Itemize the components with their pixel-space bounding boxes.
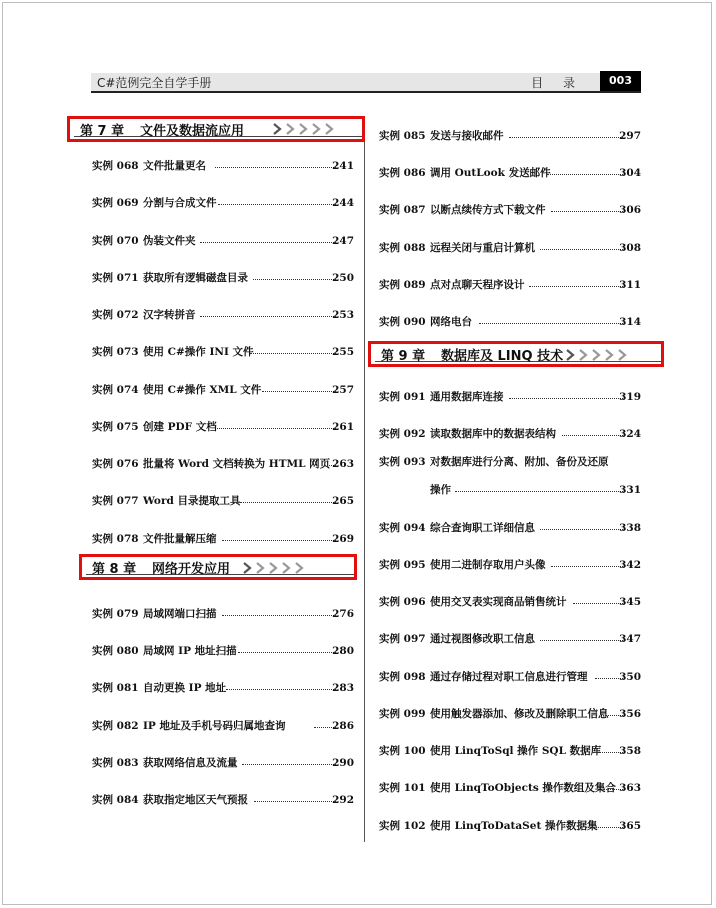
page-ref: 338 xyxy=(619,522,641,534)
chapter-number: 第 7 章 xyxy=(80,124,125,139)
toc-entry xyxy=(379,314,641,330)
page-ref: 265 xyxy=(332,495,354,507)
example-number: 实例 095 xyxy=(379,559,426,571)
page-ref: 304 xyxy=(619,167,641,179)
toc-entry xyxy=(92,382,354,398)
example-number: 实例 098 xyxy=(379,671,426,683)
toc-entry xyxy=(92,643,354,659)
toc-entry xyxy=(92,419,354,435)
dot-leader xyxy=(226,689,336,690)
example-title-continued: 操作 xyxy=(430,484,451,496)
page-ref: 306 xyxy=(619,204,641,216)
toc-entry-continued xyxy=(379,482,641,498)
dot-leader xyxy=(585,827,623,828)
example-title: 批量将 Word 文档转换为 HTML 网页 xyxy=(143,458,331,470)
dot-leader xyxy=(479,323,623,324)
toc-entry xyxy=(379,818,641,834)
page-ref: 347 xyxy=(619,633,641,645)
chevrons-icon xyxy=(565,348,631,362)
toc-entry xyxy=(379,706,641,722)
example-title: 使用 C#操作 XML 文件 xyxy=(143,384,262,396)
example-title: 获取网络信息及流量 xyxy=(143,757,238,769)
chapter-number: 第 8 章 xyxy=(92,562,137,577)
dot-leader xyxy=(529,286,623,287)
toc-entry xyxy=(92,307,354,323)
dot-leader xyxy=(242,764,336,765)
toc-entry xyxy=(92,233,354,249)
example-number: 实例 082 xyxy=(92,720,139,732)
chapter-8-heading xyxy=(79,554,357,580)
page-ref: 286 xyxy=(332,720,354,732)
example-title: IP 地址及手机号码归属地查询 xyxy=(143,720,286,732)
example-title: 通过存储过程对职工信息进行管理 xyxy=(430,671,588,683)
example-title: 通过视图修改职工信息 xyxy=(430,633,535,645)
page-ref: 263 xyxy=(332,458,354,470)
dot-leader xyxy=(562,435,623,436)
page-number: 003 xyxy=(600,71,641,91)
chevrons-icon xyxy=(242,561,308,575)
page-ref: 247 xyxy=(332,235,354,247)
toc-entry xyxy=(92,792,354,808)
page-ref: 261 xyxy=(332,421,354,433)
toc-entry xyxy=(92,680,354,696)
example-number: 实例 080 xyxy=(92,645,139,657)
chapter-7-heading xyxy=(67,116,365,142)
toc-entry xyxy=(379,165,641,181)
dot-leader xyxy=(262,391,336,392)
page-ref: 314 xyxy=(619,316,641,328)
example-title: 获取所有逻辑磁盘目录 xyxy=(143,272,248,284)
example-title: 使用二进制存取用户头像 xyxy=(430,559,546,571)
example-number: 实例 076 xyxy=(92,458,139,470)
dot-leader xyxy=(551,211,623,212)
dot-leader xyxy=(551,566,623,567)
example-number: 实例 078 xyxy=(92,533,139,545)
page-ref: 280 xyxy=(332,645,354,657)
page-ref: 269 xyxy=(332,533,354,545)
page-ref: 308 xyxy=(619,242,641,254)
dot-leader xyxy=(250,353,336,354)
toc-entry xyxy=(379,669,641,685)
dot-leader xyxy=(540,529,623,530)
section-label: 目 录 xyxy=(531,76,583,90)
example-number: 实例 093 xyxy=(379,456,426,468)
example-number: 实例 096 xyxy=(379,596,426,608)
dot-leader xyxy=(222,615,336,616)
page-ref: 241 xyxy=(332,160,354,172)
example-number: 实例 092 xyxy=(379,428,426,440)
example-number: 实例 086 xyxy=(379,167,426,179)
page-ref: 358 xyxy=(619,745,641,757)
dot-leader xyxy=(238,652,336,653)
page-ref: 250 xyxy=(332,272,354,284)
toc-entry xyxy=(92,606,354,622)
dot-leader xyxy=(540,640,623,641)
example-number: 实例 087 xyxy=(379,204,426,216)
toc-entry xyxy=(92,531,354,547)
example-number: 实例 102 xyxy=(379,820,426,832)
example-title: 对数据库进行分离、附加、备份及还原 xyxy=(430,456,609,468)
example-number: 实例 101 xyxy=(379,782,426,794)
page-ref: 253 xyxy=(332,309,354,321)
example-title: 文件批量解压缩 xyxy=(143,533,217,545)
chapter-title: 网络开发应用 xyxy=(152,562,231,577)
example-number: 实例 069 xyxy=(92,197,139,209)
toc-entry xyxy=(379,454,641,470)
example-number: 实例 083 xyxy=(92,757,139,769)
column-divider xyxy=(364,117,365,842)
example-number: 实例 089 xyxy=(379,279,426,291)
example-number: 实例 070 xyxy=(92,235,139,247)
toc-entry xyxy=(92,195,354,211)
example-number: 实例 074 xyxy=(92,384,139,396)
example-title: 点对点聊天程序设计 xyxy=(430,279,525,291)
toc-entry xyxy=(92,755,354,771)
toc-entry xyxy=(379,520,641,536)
example-title: 局域网 IP 地址扫描 xyxy=(143,645,237,657)
page-ref: 331 xyxy=(619,484,641,496)
page-ref: 255 xyxy=(332,346,354,358)
example-title: 通用数据库连接 xyxy=(430,391,504,403)
dot-leader xyxy=(217,428,336,429)
dot-leader xyxy=(509,398,623,399)
example-title: 汉字转拼音 xyxy=(143,309,196,321)
example-title: 远程关闭与重启计算机 xyxy=(430,242,535,254)
example-title: 分割与合成文件 xyxy=(143,197,217,209)
toc-entry xyxy=(92,456,354,472)
page-ref: 244 xyxy=(332,197,354,209)
example-number: 实例 081 xyxy=(92,682,139,694)
dot-leader xyxy=(573,603,623,604)
example-title: 使用 LinqToSql 操作 SQL 数据库 xyxy=(430,745,602,757)
example-title: 网络电台 xyxy=(430,316,472,328)
toc-entry xyxy=(379,202,641,218)
toc-entry xyxy=(379,631,641,647)
page-ref: 257 xyxy=(332,384,354,396)
example-number: 实例 091 xyxy=(379,391,426,403)
example-number: 实例 090 xyxy=(379,316,426,328)
page-ref: 365 xyxy=(619,820,641,832)
example-title: 伪装文件夹 xyxy=(143,235,196,247)
example-title: 文件批量更名 xyxy=(143,160,206,172)
page-ref: 319 xyxy=(619,391,641,403)
chapter-number: 第 9 章 xyxy=(381,349,426,364)
example-number: 实例 094 xyxy=(379,522,426,534)
page-ref: 356 xyxy=(619,708,641,720)
example-title: 自动更换 IP 地址 xyxy=(143,682,227,694)
toc-entry xyxy=(379,557,641,573)
chapter-title: 文件及数据流应用 xyxy=(140,124,245,139)
page-ref: 290 xyxy=(332,757,354,769)
page-ref: 324 xyxy=(619,428,641,440)
chapter-title: 数据库及 LINQ 技术 xyxy=(441,349,564,364)
dot-leader xyxy=(540,249,623,250)
page-ref: 276 xyxy=(332,608,354,620)
example-number: 实例 077 xyxy=(92,495,139,507)
book-title: C#范例完全自学手册 xyxy=(97,76,212,90)
example-number: 实例 075 xyxy=(92,421,139,433)
example-title: 使用 C#操作 INI 文件 xyxy=(143,346,254,358)
page-ref: 363 xyxy=(619,782,641,794)
example-number: 实例 073 xyxy=(92,346,139,358)
example-number: 实例 099 xyxy=(379,708,426,720)
example-title: 以断点续传方式下载文件 xyxy=(430,204,546,216)
toc-entry xyxy=(379,780,641,796)
toc-entry xyxy=(92,270,354,286)
example-title: 使用交叉表实现商品销售统计 xyxy=(430,596,567,608)
page-ref: 283 xyxy=(332,682,354,694)
toc-entry xyxy=(379,743,641,759)
toc-entry xyxy=(379,426,641,442)
toc-entry xyxy=(379,277,641,293)
dot-leader xyxy=(547,174,623,175)
example-number: 实例 097 xyxy=(379,633,426,645)
toc-entry xyxy=(379,128,641,144)
dot-leader xyxy=(253,279,336,280)
example-number: 实例 068 xyxy=(92,160,139,172)
example-number: 实例 071 xyxy=(92,272,139,284)
page-ref: 292 xyxy=(332,794,354,806)
example-title: 发送与接收邮件 xyxy=(430,130,504,142)
example-number: 实例 072 xyxy=(92,309,139,321)
page-header xyxy=(91,73,641,93)
chapter-9-heading xyxy=(368,341,664,367)
example-number: 实例 085 xyxy=(379,130,426,142)
toc-entry xyxy=(379,240,641,256)
example-title: 局域网端口扫描 xyxy=(143,608,217,620)
page-ref: 297 xyxy=(619,130,641,142)
example-title: 获取指定地区天气预报 xyxy=(143,794,248,806)
page-ref: 342 xyxy=(619,559,641,571)
example-title: 综合查询职工详细信息 xyxy=(430,522,535,534)
toc-entry xyxy=(92,158,354,174)
example-number: 实例 100 xyxy=(379,745,426,757)
dot-leader xyxy=(254,801,336,802)
dot-leader xyxy=(215,167,336,168)
example-number: 实例 084 xyxy=(92,794,139,806)
page-ref: 350 xyxy=(619,671,641,683)
dot-leader xyxy=(222,540,336,541)
dot-leader xyxy=(200,316,336,317)
chevrons-icon xyxy=(272,122,338,136)
toc-entry xyxy=(92,493,354,509)
example-number: 实例 088 xyxy=(379,242,426,254)
toc-entry xyxy=(379,594,641,610)
toc-entry xyxy=(92,718,354,734)
dot-leader xyxy=(455,491,623,492)
toc-entry xyxy=(379,389,641,405)
example-title: 使用 LinqToObjects 操作数组及集合 xyxy=(430,782,616,794)
example-title: Word 目录提取工具 xyxy=(143,495,241,507)
page-ref: 311 xyxy=(619,279,641,291)
example-title: 调用 OutLook 发送邮件 xyxy=(430,167,551,179)
dot-leader xyxy=(240,502,336,503)
dot-leader xyxy=(218,204,336,205)
example-title: 使用触发器添加、修改及删除职工信息 xyxy=(430,708,609,720)
page-ref: 345 xyxy=(619,596,641,608)
example-title: 创建 PDF 文档 xyxy=(143,421,217,433)
example-title: 使用 LinqToDataSet 操作数据集 xyxy=(430,820,598,832)
example-number: 实例 079 xyxy=(92,608,139,620)
toc-entry xyxy=(92,344,354,360)
dot-leader xyxy=(200,242,336,243)
dot-leader xyxy=(509,137,623,138)
example-title: 读取数据库中的数据表结构 xyxy=(430,428,556,440)
